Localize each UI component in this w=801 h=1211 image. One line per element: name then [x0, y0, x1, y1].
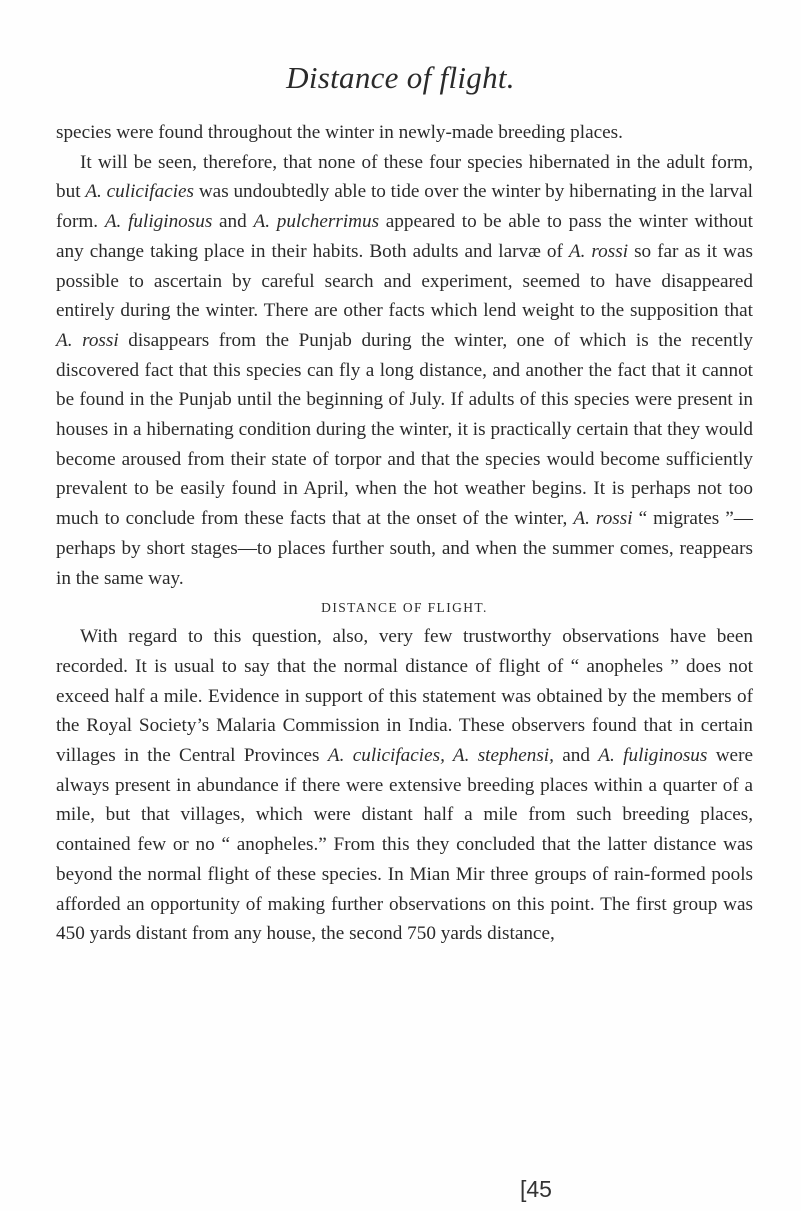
species-name: A. pulcherrimus — [253, 211, 380, 233]
text-run: so far as it was possible to ascertain by careful search and experiment, seemed to have disappeared entirely during the winter. There are other facts which lend weight to the supposition that — [56, 240, 753, 322]
running-head: Distance of flight. — [286, 60, 515, 95]
body-text — [56, 118, 753, 949]
section-heading: DISTANCE OF FLIGHT. — [321, 600, 488, 616]
text-run: With regard to this question, also, very few trustworthy observations have been recorded. It is usual to say that the normal distance of flight of “ anopheles ” does not exceed half a mile. Evidence in support of this statement was obtained by the members of the Royal Society’s Malaria Commission in India. These observers found that in certain villages in the Central Provinces — [56, 626, 753, 767]
text-run: It will be seen, therefore, that none of these four species hibernated in the adult form, but — [56, 151, 753, 203]
species-name: A. rossi — [56, 329, 119, 351]
species-name: A. rossi — [573, 508, 633, 530]
text-run: and — [212, 211, 254, 233]
text-run: disappears from the Punjab during the winter, one of which is the recently discovered fact that this species can fly a long distance, and another the fact that it cannot be found in the Punjab until the beginning of July. If adults of this species were present in houses in a hibernating condition during the winter, it is practically certain that they would become aroused from their state of torpor and that the species would become sufficiently prevalent to be easily found in April, when the hot weather begins. It is perhaps not too much to conclude from these facts that at the onset of the winter, — [56, 329, 753, 530]
species-name: A. culicifacies — [85, 181, 195, 203]
species-name: A. rossi — [568, 240, 629, 262]
text-run: and — [553, 745, 599, 767]
paragraph-hibernation — [56, 148, 753, 594]
species-name: A. culicifacies, A. stephensi, — [327, 745, 554, 767]
species-name: A. fuliginosus — [598, 745, 708, 767]
paragraph-continuation — [56, 118, 753, 148]
page-number: [45 — [520, 1176, 552, 1202]
text-run: was undoubtedly able to tide over the winter by hibernating in the larval form. — [56, 181, 753, 233]
paragraph-distance — [56, 622, 753, 949]
text-run: “ migrates ”—perhaps by short stages—to places further south, and when the summer comes, reappears in the same way. — [56, 508, 753, 589]
text-run: species were found throughout the winter in newly-made breeding places. — [56, 122, 623, 143]
text-run: were always present in abundance if there were extensive breeding places within a quarter of a mile, but that villages, which were distant half a mile from such breeding places, contained few or no “ anopheles.” From this they concluded that the latter distance was beyond the normal flight of these species. In Mian Mir three groups of rain-formed pools afforded an opportunity of making further observations on this point. The first group was 450 yards distant from any house, the second 750 yards distance, — [56, 745, 753, 945]
species-name: A. fuliginosus — [104, 211, 213, 233]
text-run: appeared to be able to pass the winter without any change taking place in their habits. Both adults and larvæ of — [56, 211, 753, 262]
